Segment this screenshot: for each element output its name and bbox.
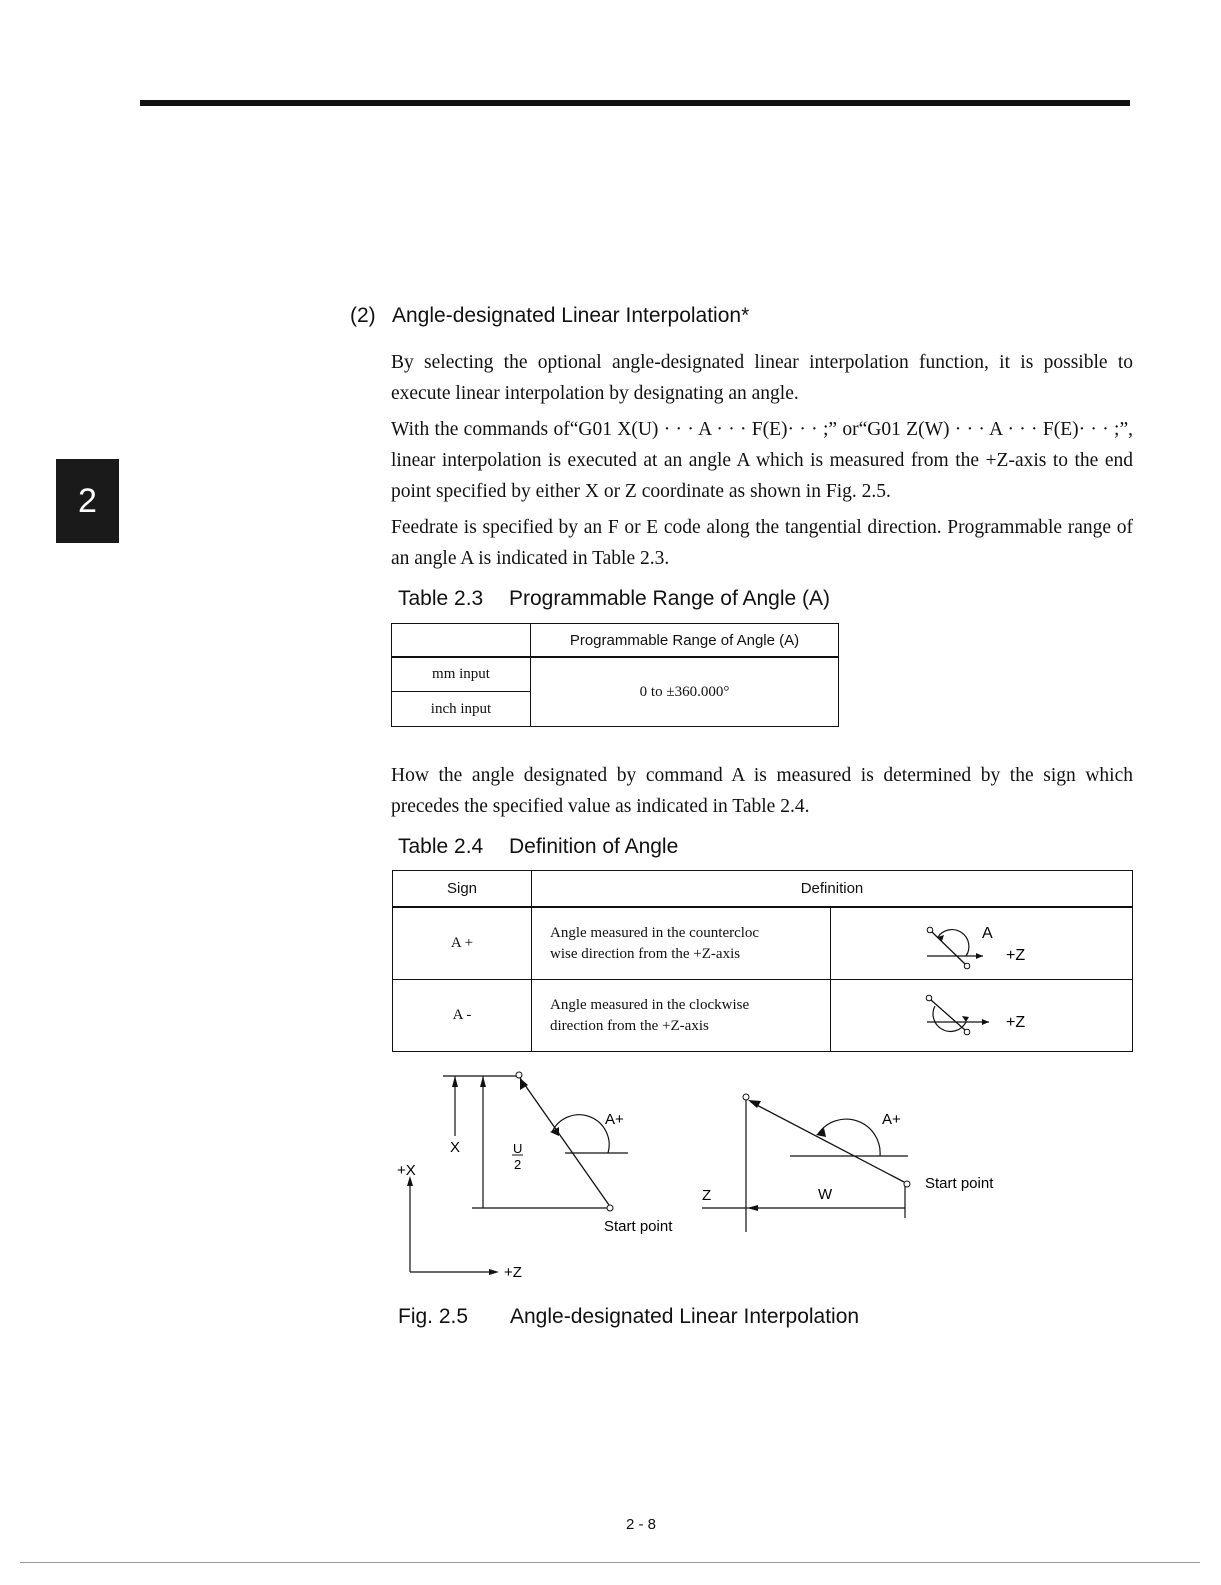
axis-label-z: +Z	[504, 1264, 522, 1281]
table-2-4-header-definition: Definition	[532, 871, 1133, 908]
table-2-3-caption-title: Programmable Range of Angle (A)	[509, 587, 830, 610]
left-diagram	[443, 1072, 673, 1235]
top-rule	[140, 100, 1130, 106]
table-2-4-header-sign: Sign	[393, 871, 532, 908]
paragraph-intro: By selecting the optional angle-designated linear interpolation function, it is possible to execute linear interpolation by designating an angle.	[391, 352, 1133, 404]
table-2-3-blank-header	[392, 624, 531, 658]
icon-label-z: +Z	[1006, 1014, 1026, 1031]
label-x: X	[450, 1139, 461, 1156]
label-w: W	[818, 1186, 833, 1203]
table-2-3-range-value: 0 to ±360.000°	[531, 657, 839, 727]
cw-angle-icon	[831, 980, 1131, 1046]
table-2-4-caption-title: Definition of Angle	[509, 835, 679, 858]
right-start-point-label: Start point	[925, 1175, 994, 1192]
figure-2-5-diagram	[380, 1060, 1040, 1290]
label-z: Z	[702, 1187, 712, 1204]
table-2-4-desc-minus	[532, 980, 831, 1052]
table-programmable-range	[391, 623, 839, 727]
chapter-tab: 2	[56, 459, 119, 543]
figure-caption	[398, 1305, 859, 1329]
table-2-3-caption-number: Table 2.3	[398, 587, 484, 610]
section-number: (2)	[350, 304, 376, 327]
left-angle-label: A+	[605, 1111, 624, 1128]
table-definition-of-angle	[392, 870, 1133, 1052]
axis-label-x: +X	[397, 1162, 416, 1179]
ccw-angle-icon	[831, 908, 1131, 974]
left-start-point-label: Start point	[604, 1218, 673, 1235]
figure-caption-title: Angle-designated Linear Interpolation	[510, 1305, 860, 1328]
paragraph-commands: With the commands of“G01 X(U) · · · A · · · F(E)· · · ;” or“G01 Z(W) · · · A · · · F(E)· · · ;”, linear interpolation is executed at an angle A which is measured from the +Z-axis to the end point specified by either X or Z coordinate as shown in Fig. 2.5.	[391, 419, 1133, 502]
table-2-4-figure-minus	[831, 980, 1133, 1052]
table-2-3-inch-input: inch input	[392, 692, 531, 727]
table-2-4-figure-plus	[831, 907, 1133, 980]
axes-indicator	[397, 1162, 522, 1281]
desc-line: direction from the +Z-axis	[550, 1017, 709, 1034]
table-2-4-sign-minus: A -	[393, 980, 532, 1052]
table-2-4-sign-plus: A +	[393, 907, 532, 980]
icon-label-a: A	[982, 925, 993, 942]
figure-caption-number: Fig. 2.5	[398, 1305, 469, 1328]
table-2-3-caption	[398, 587, 830, 611]
section-title: Angle-designated Linear Interpolation*	[392, 304, 750, 327]
table-2-4-caption-number: Table 2.4	[398, 835, 484, 858]
table-2-3-mm-input: mm input	[392, 657, 531, 692]
desc-line: Angle measured in the clockwise	[550, 996, 750, 1013]
label-2: 2	[514, 1157, 522, 1172]
label-u: U	[513, 1141, 523, 1156]
paragraph-feedrate: Feedrate is specified by an F or E code along the tangential direction. Programmable range of an angle A is indicated in Table 2.3.	[391, 517, 1133, 569]
paragraph-sign: How the angle designated by command A is measured is determined by the sign which precedes the specified value as indicated in Table 2.4.	[391, 765, 1133, 817]
table-2-3-header: Programmable Range of Angle (A)	[531, 624, 839, 658]
desc-line: wise direction from the +Z-axis	[550, 945, 741, 962]
bottom-rule	[20, 1562, 1200, 1563]
table-2-4-caption	[398, 835, 678, 859]
desc-line: Angle measured in the countercloc	[550, 924, 760, 941]
icon-label-z: +Z	[1006, 947, 1026, 964]
table-2-4-desc-plus	[532, 907, 831, 980]
page-number: 2 - 8	[626, 1516, 657, 1533]
right-angle-label: A+	[882, 1111, 901, 1128]
right-diagram	[702, 1094, 994, 1232]
